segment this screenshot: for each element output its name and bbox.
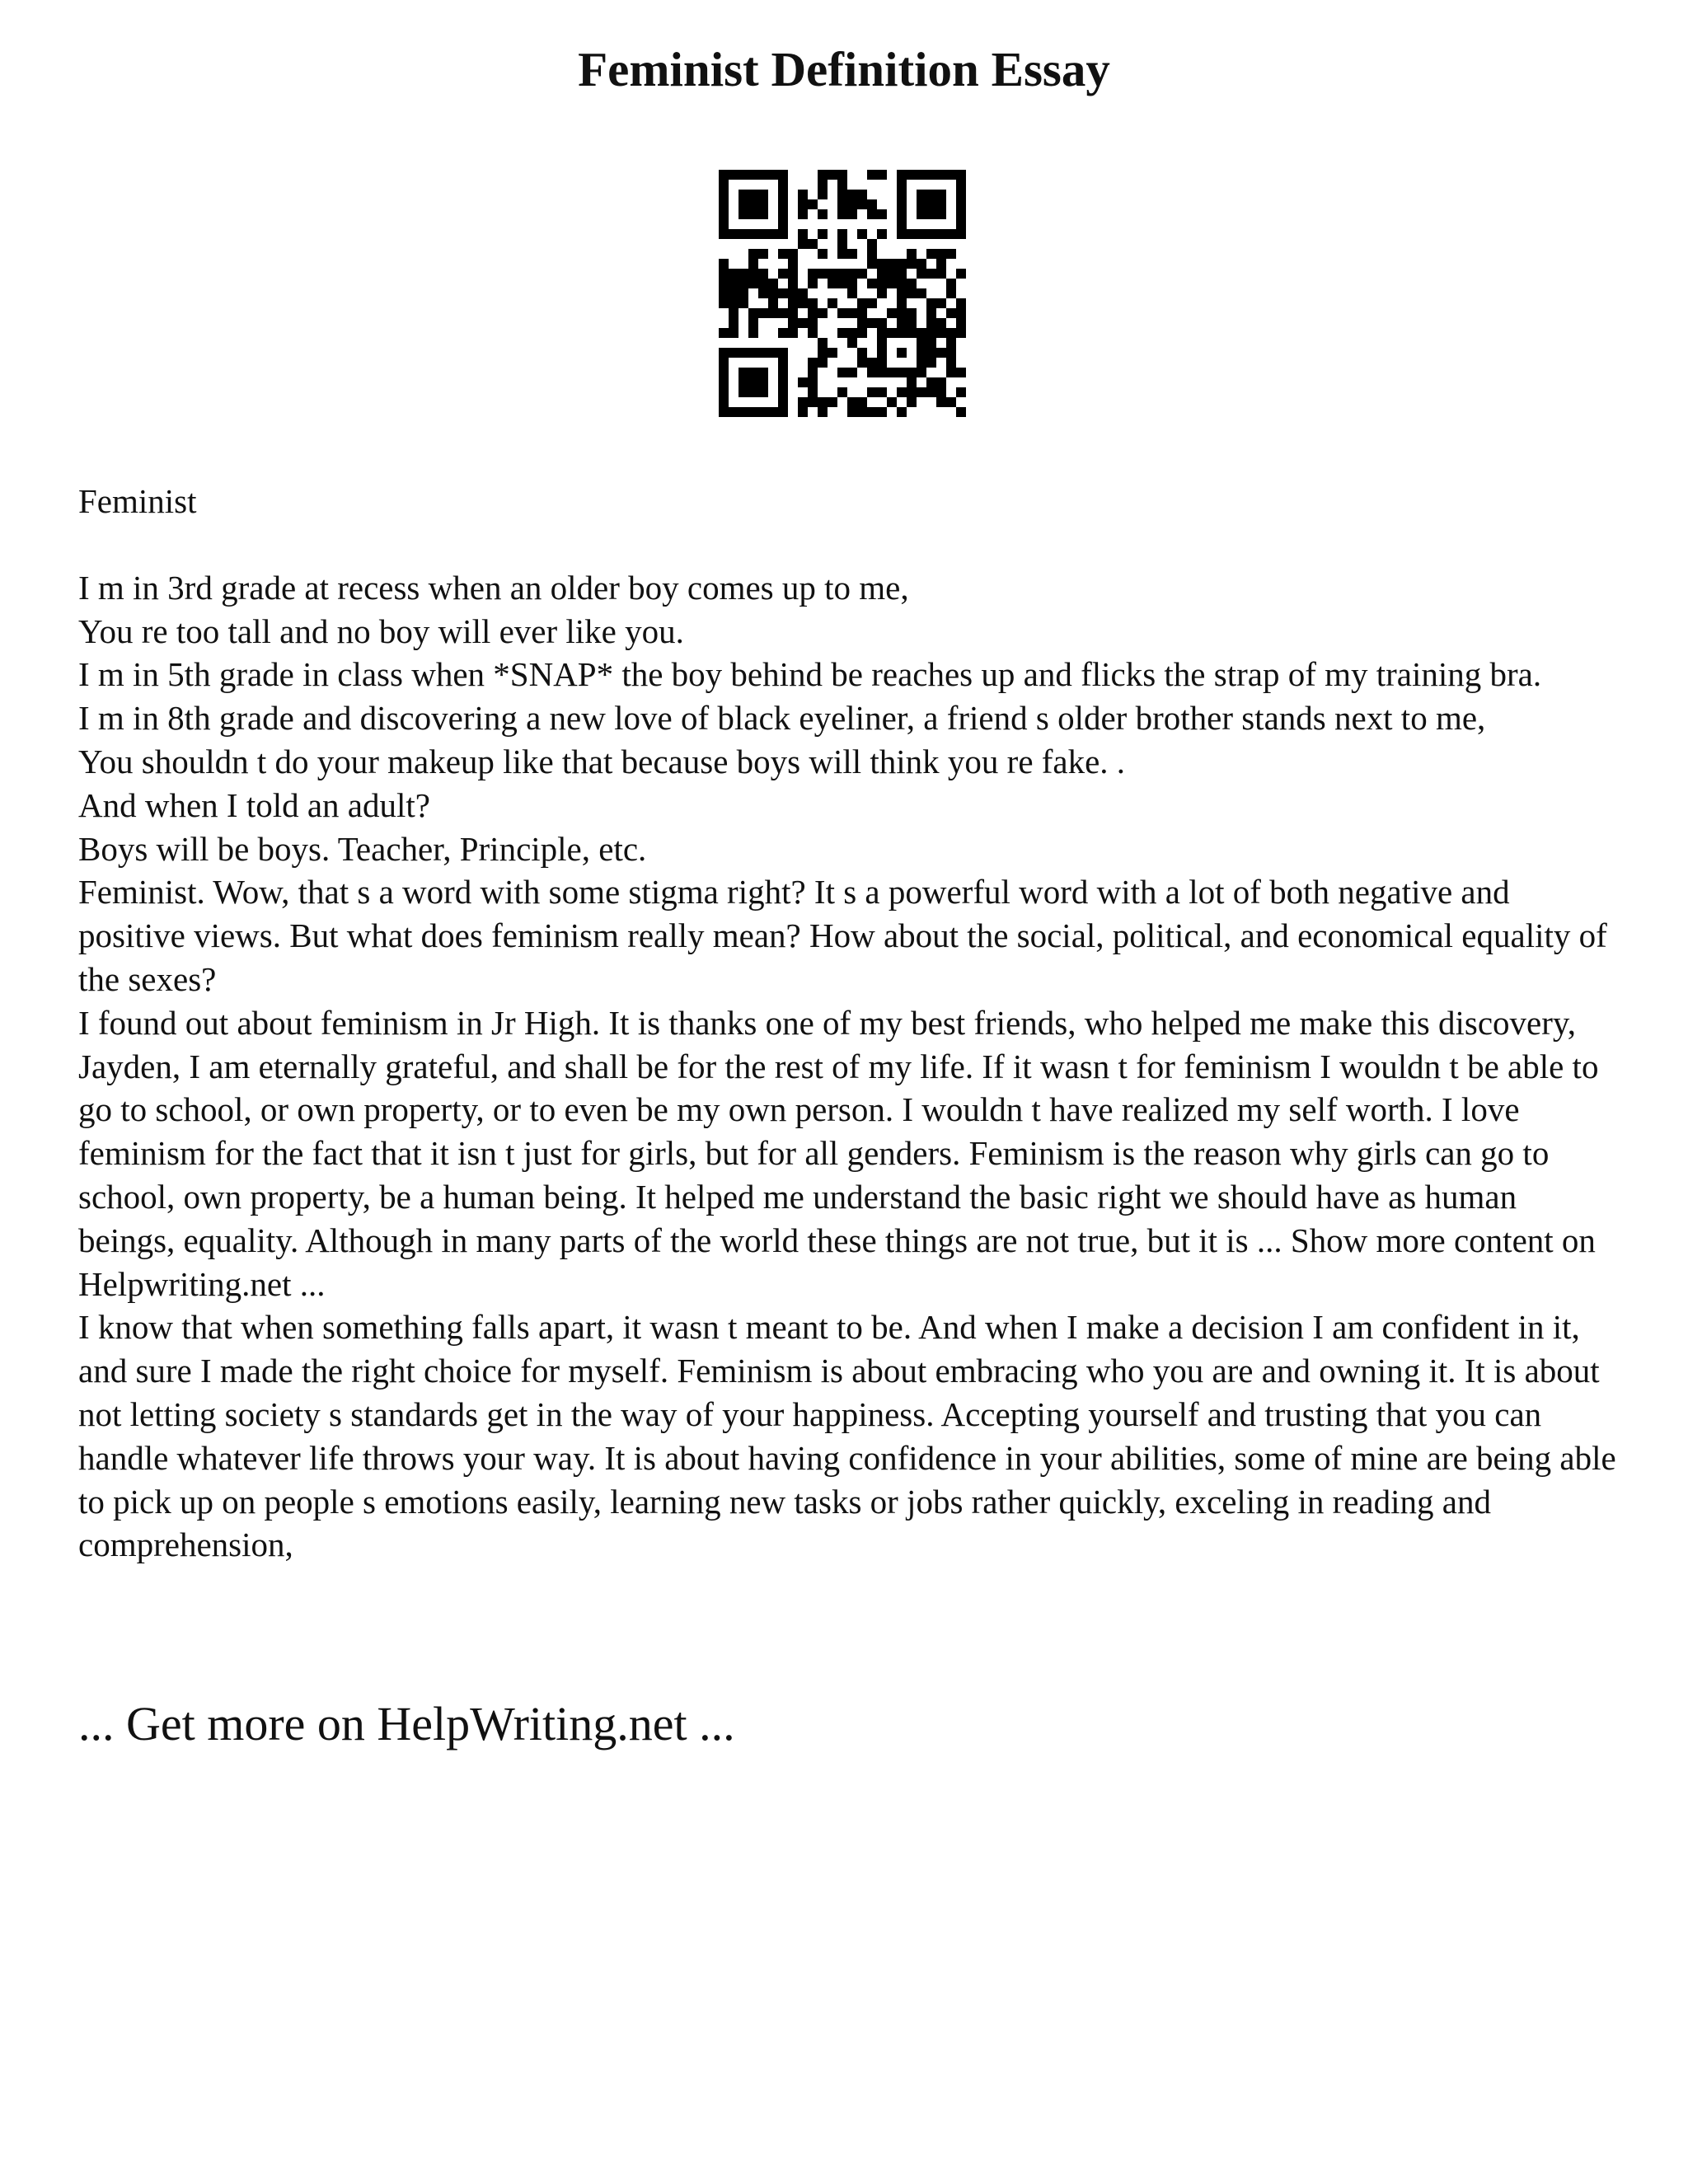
qr-module: [867, 407, 877, 417]
qr-module: [847, 269, 857, 279]
qr-module: [808, 318, 818, 328]
qr-module: [897, 259, 907, 269]
qr-module: [917, 387, 926, 397]
qr-module: [778, 288, 788, 298]
paragraph-spacer: [78, 523, 1620, 566]
qr-module: [946, 358, 956, 368]
qr-module: [897, 407, 907, 417]
qr-module: [818, 269, 828, 279]
qr-module: [847, 368, 857, 377]
qr-module: [828, 298, 837, 308]
qr-module: [956, 308, 966, 318]
qr-module: [788, 288, 798, 298]
qr-module: [798, 407, 808, 417]
qr-module: [857, 407, 867, 417]
qr-module: [867, 249, 877, 259]
qr-module: [808, 328, 818, 338]
qr-module: [768, 308, 778, 318]
qr-module: [956, 368, 966, 377]
qr-module: [926, 308, 936, 318]
qr-module: [729, 288, 738, 298]
qr-module: [867, 259, 877, 269]
qr-module: [867, 318, 877, 328]
qr-module: [857, 229, 867, 239]
qr-module: [956, 407, 966, 417]
qr-module: [867, 239, 877, 249]
qr-module: [798, 209, 808, 219]
qr-module: [768, 288, 778, 298]
qr-module: [828, 269, 837, 279]
qr-module: [748, 249, 758, 259]
qr-module: [729, 279, 738, 288]
qr-module: [946, 328, 956, 338]
qr-module: [788, 308, 798, 318]
qr-module: [748, 269, 758, 279]
qr-module: [729, 318, 738, 328]
essay-body: [78, 480, 1620, 1567]
essay-paragraph: I know that when something falls apart, it wasn t meant to be. And when I make a decision I am confident in it, and sure I made the right choice for myself. Feminism is about embracing who you are and owning it. It is about not letting society s standards get in the way of your happiness. Accepting yourself and trusting that you can handle whatever life throws your way. It is about having confidence in your abilities, some of mine are being able to pick up on people s emotions easily, learning new tasks or jobs rather quickly, exceling in reading and comprehension,: [78, 1308, 1616, 1564]
qr-module: [818, 229, 828, 239]
qr-module: [837, 368, 847, 377]
qr-module: [788, 279, 798, 288]
qr-module: [837, 170, 847, 180]
qr-module: [847, 249, 857, 259]
qr-module: [818, 397, 828, 407]
qr-module: [719, 288, 729, 298]
qr-module: [917, 259, 926, 269]
qr-module: [946, 308, 956, 318]
qr-module: [798, 397, 808, 407]
qr-code-icon: [719, 170, 966, 417]
qr-module: [867, 170, 877, 180]
qr-module: [837, 249, 847, 259]
essay-line: I m in 8th grade and discovering a new love of black eyeliner, a friend s older brother stands next to me,: [78, 699, 1486, 738]
qr-module: [847, 328, 857, 338]
qr-module: [837, 269, 847, 279]
qr-module: [798, 298, 808, 308]
qr-module: [877, 387, 887, 397]
qr-module: [818, 407, 828, 417]
qr-module: [748, 279, 758, 288]
qr-module: [936, 387, 946, 397]
qr-module: [768, 279, 778, 288]
qr-module: [946, 288, 956, 298]
qr-module: [936, 269, 946, 279]
qr-module: [719, 328, 729, 338]
essay-paragraph: Feminist. Wow, that s a word with some stigma right? It s a powerful word with a lot of both negative and positive views. But what does feminism really mean? How about the social, political, and economical equality of the sexes?: [78, 873, 1607, 998]
qr-module: [738, 298, 748, 308]
qr-module: [808, 358, 818, 368]
qr-module: [867, 279, 877, 288]
qr-module: [867, 209, 877, 219]
qr-module: [907, 259, 917, 269]
qr-module: [818, 249, 828, 259]
qr-module: [857, 298, 867, 308]
qr-module: [788, 269, 798, 279]
qr-module: [837, 387, 847, 397]
qr-module: [837, 209, 847, 219]
qr-module: [887, 308, 897, 318]
qr-module: [897, 318, 907, 328]
qr-module: [887, 279, 897, 288]
qr-module: [738, 269, 748, 279]
qr-module: [936, 259, 946, 269]
qr-module: [907, 318, 917, 328]
essay-heading: Feminist: [78, 482, 197, 520]
qr-module: [847, 190, 857, 199]
qr-module: [837, 229, 847, 239]
qr-module: [818, 190, 828, 199]
qr-module: [847, 199, 857, 209]
qr-module: [926, 249, 936, 259]
essay-line: And when I told an adult?: [78, 785, 430, 824]
qr-code-graphic: [719, 170, 966, 417]
qr-module: [808, 279, 818, 288]
qr-module: [857, 328, 867, 338]
qr-module: [907, 377, 917, 387]
qr-module: [897, 269, 907, 279]
essay-line: You shouldn t do your makeup like that because boys will think you re fake. .: [78, 742, 1126, 780]
qr-module: [946, 338, 956, 348]
qr-module: [897, 288, 907, 298]
qr-module: [926, 318, 936, 328]
qr-module: [956, 298, 966, 308]
qr-module: [729, 298, 738, 308]
qr-module: [926, 338, 936, 348]
qr-module: [926, 269, 936, 279]
qr-module: [818, 358, 828, 368]
qr-module: [798, 229, 808, 239]
qr-module: [788, 328, 798, 338]
qr-module: [798, 377, 808, 387]
qr-module: [798, 318, 808, 328]
qr-module: [847, 407, 857, 417]
qr-module: [847, 279, 857, 288]
qr-module: [828, 348, 837, 358]
qr-module: [847, 308, 857, 318]
qr-module: [926, 298, 936, 308]
qr-module: [956, 387, 966, 397]
qr-module: [857, 269, 867, 279]
qr-module: [907, 308, 917, 318]
qr-module: [887, 269, 897, 279]
qr-module: [748, 259, 758, 269]
qr-module: [818, 170, 828, 180]
qr-module: [818, 180, 828, 190]
qr-module: [778, 249, 788, 259]
qr-module: [818, 209, 828, 219]
qr-module: [837, 239, 847, 249]
qr-module: [808, 308, 818, 318]
qr-module: [828, 279, 837, 288]
qr-module: [877, 259, 887, 269]
qr-module: [936, 298, 946, 308]
qr-module: [719, 298, 729, 308]
qr-module: [748, 318, 758, 328]
qr-module: [798, 288, 808, 298]
qr-module: [946, 348, 956, 358]
qr-module: [897, 308, 907, 318]
essay-line: You re too tall and no boy will ever like you.: [78, 612, 684, 650]
qr-module: [857, 358, 867, 368]
qr-module: [758, 269, 768, 279]
qr-module: [857, 318, 867, 328]
qr-module: [719, 269, 729, 279]
qr-module: [946, 279, 956, 288]
qr-module: [828, 170, 837, 180]
qr-module: [837, 199, 847, 209]
essay-line: Boys will be boys. Teacher, Principle, etc.: [78, 829, 647, 868]
qr-module: [926, 387, 936, 397]
qr-module: [897, 387, 907, 397]
qr-module: [907, 397, 917, 407]
qr-module: [758, 279, 768, 288]
qr-module: [936, 328, 946, 338]
qr-module: [719, 259, 729, 269]
qr-module: [857, 308, 867, 318]
qr-module: [808, 377, 818, 387]
qr-module: [867, 358, 877, 368]
qr-module: [857, 348, 867, 358]
qr-module: [936, 249, 946, 259]
qr-module: [926, 328, 936, 338]
essay-paragraph: I found out about feminism in Jr High. It is thanks one of my best friends, who helped me make this discovery, Jayden, I am eternally grateful, and shall be for the rest of my life. If it wasn t for feminism I wouldn t be able to go to school, or own property, or to even be my own person. I wouldn t have realized my self worth. I love feminism for the fact that it isn t just for girls, but for all genders. Feminism is the reason why girls can go to school, own property, be a human being. It helped me understand the basic right we should have as human beings, equality. Although in many parts of the world these things are not true, but it is ... Show more content on Helpwriting.net ...: [78, 1003, 1599, 1303]
qr-module: [778, 269, 788, 279]
qr-module: [926, 377, 936, 387]
qr-module: [818, 348, 828, 358]
qr-module: [788, 249, 798, 259]
qr-module: [867, 298, 877, 308]
qr-module: [738, 288, 748, 298]
qr-module: [808, 269, 818, 279]
qr-module: [936, 397, 946, 407]
qr-module: [956, 318, 966, 328]
qr-module: [748, 328, 758, 338]
qr-module: [887, 259, 897, 269]
qr-module: [857, 397, 867, 407]
qr-module: [857, 199, 867, 209]
qr-module: [768, 298, 778, 308]
qr-module: [877, 229, 887, 239]
qr-module: [847, 209, 857, 219]
qr-module: [917, 288, 926, 298]
qr-module: [907, 288, 917, 298]
qr-module: [956, 328, 966, 338]
qr-module: [798, 239, 808, 249]
qr-module: [887, 397, 897, 407]
essay-line: I m in 5th grade in class when *SNAP* the boy behind be reaches up and flicks the strap of my training bra.: [78, 655, 1542, 694]
qr-module: [907, 249, 917, 259]
qr-module: [917, 269, 926, 279]
qr-module: [729, 328, 738, 338]
qr-module: [818, 338, 828, 348]
qr-module: [897, 298, 907, 308]
qr-module: [808, 387, 818, 397]
qr-module: [788, 298, 798, 308]
qr-module: [877, 288, 887, 298]
qr-module: [729, 269, 738, 279]
helpwriting-link[interactable]: ... Get more on HelpWriting.net ...: [78, 1697, 735, 1750]
qr-module: [926, 348, 936, 358]
qr-module: [936, 318, 946, 328]
qr-module: [877, 407, 887, 417]
qr-module: [936, 377, 946, 387]
qr-module: [877, 209, 887, 219]
qr-module: [778, 328, 788, 338]
qr-module: [778, 308, 788, 318]
qr-module: [788, 318, 798, 328]
qr-module: [847, 397, 857, 407]
qr-module: [867, 387, 877, 397]
qr-module: [788, 259, 798, 269]
qr-module: [729, 308, 738, 318]
qr-module: [837, 308, 847, 318]
qr-module: [758, 249, 768, 259]
qr-module: [867, 368, 877, 377]
qr-module: [758, 288, 768, 298]
qr-module: [877, 318, 887, 328]
qr-module: [897, 279, 907, 288]
essay-line: I m in 3rd grade at recess when an older boy comes up to me,: [78, 568, 909, 607]
qr-module: [956, 269, 966, 279]
qr-module: [936, 348, 946, 358]
qr-module: [837, 190, 847, 199]
qr-module: [877, 279, 887, 288]
qr-module: [798, 199, 808, 209]
qr-module: [926, 358, 936, 368]
qr-module: [748, 308, 758, 318]
qr-module: [719, 279, 729, 288]
qr-module: [847, 338, 857, 348]
qr-module: [798, 190, 808, 199]
qr-module: [907, 279, 917, 288]
qr-module: [837, 279, 847, 288]
qr-module: [867, 199, 877, 209]
qr-module: [808, 239, 818, 249]
qr-module: [828, 397, 837, 407]
page-title: Feminist Definition Essay: [578, 42, 1110, 96]
qr-module: [808, 368, 818, 377]
qr-module: [837, 180, 847, 190]
qr-module: [847, 288, 857, 298]
qr-module: [758, 308, 768, 318]
qr-module: [837, 328, 847, 338]
qr-module: [738, 279, 748, 288]
qr-module: [857, 190, 867, 199]
qr-module: [808, 298, 818, 308]
qr-module: [946, 397, 956, 407]
qr-module: [808, 199, 818, 209]
qr-module: [907, 387, 917, 397]
qr-module: [877, 269, 887, 279]
qr-module: [946, 249, 956, 259]
qr-module: [877, 170, 887, 180]
qr-module: [808, 397, 818, 407]
qr-module: [946, 368, 956, 377]
qr-module: [818, 308, 828, 318]
